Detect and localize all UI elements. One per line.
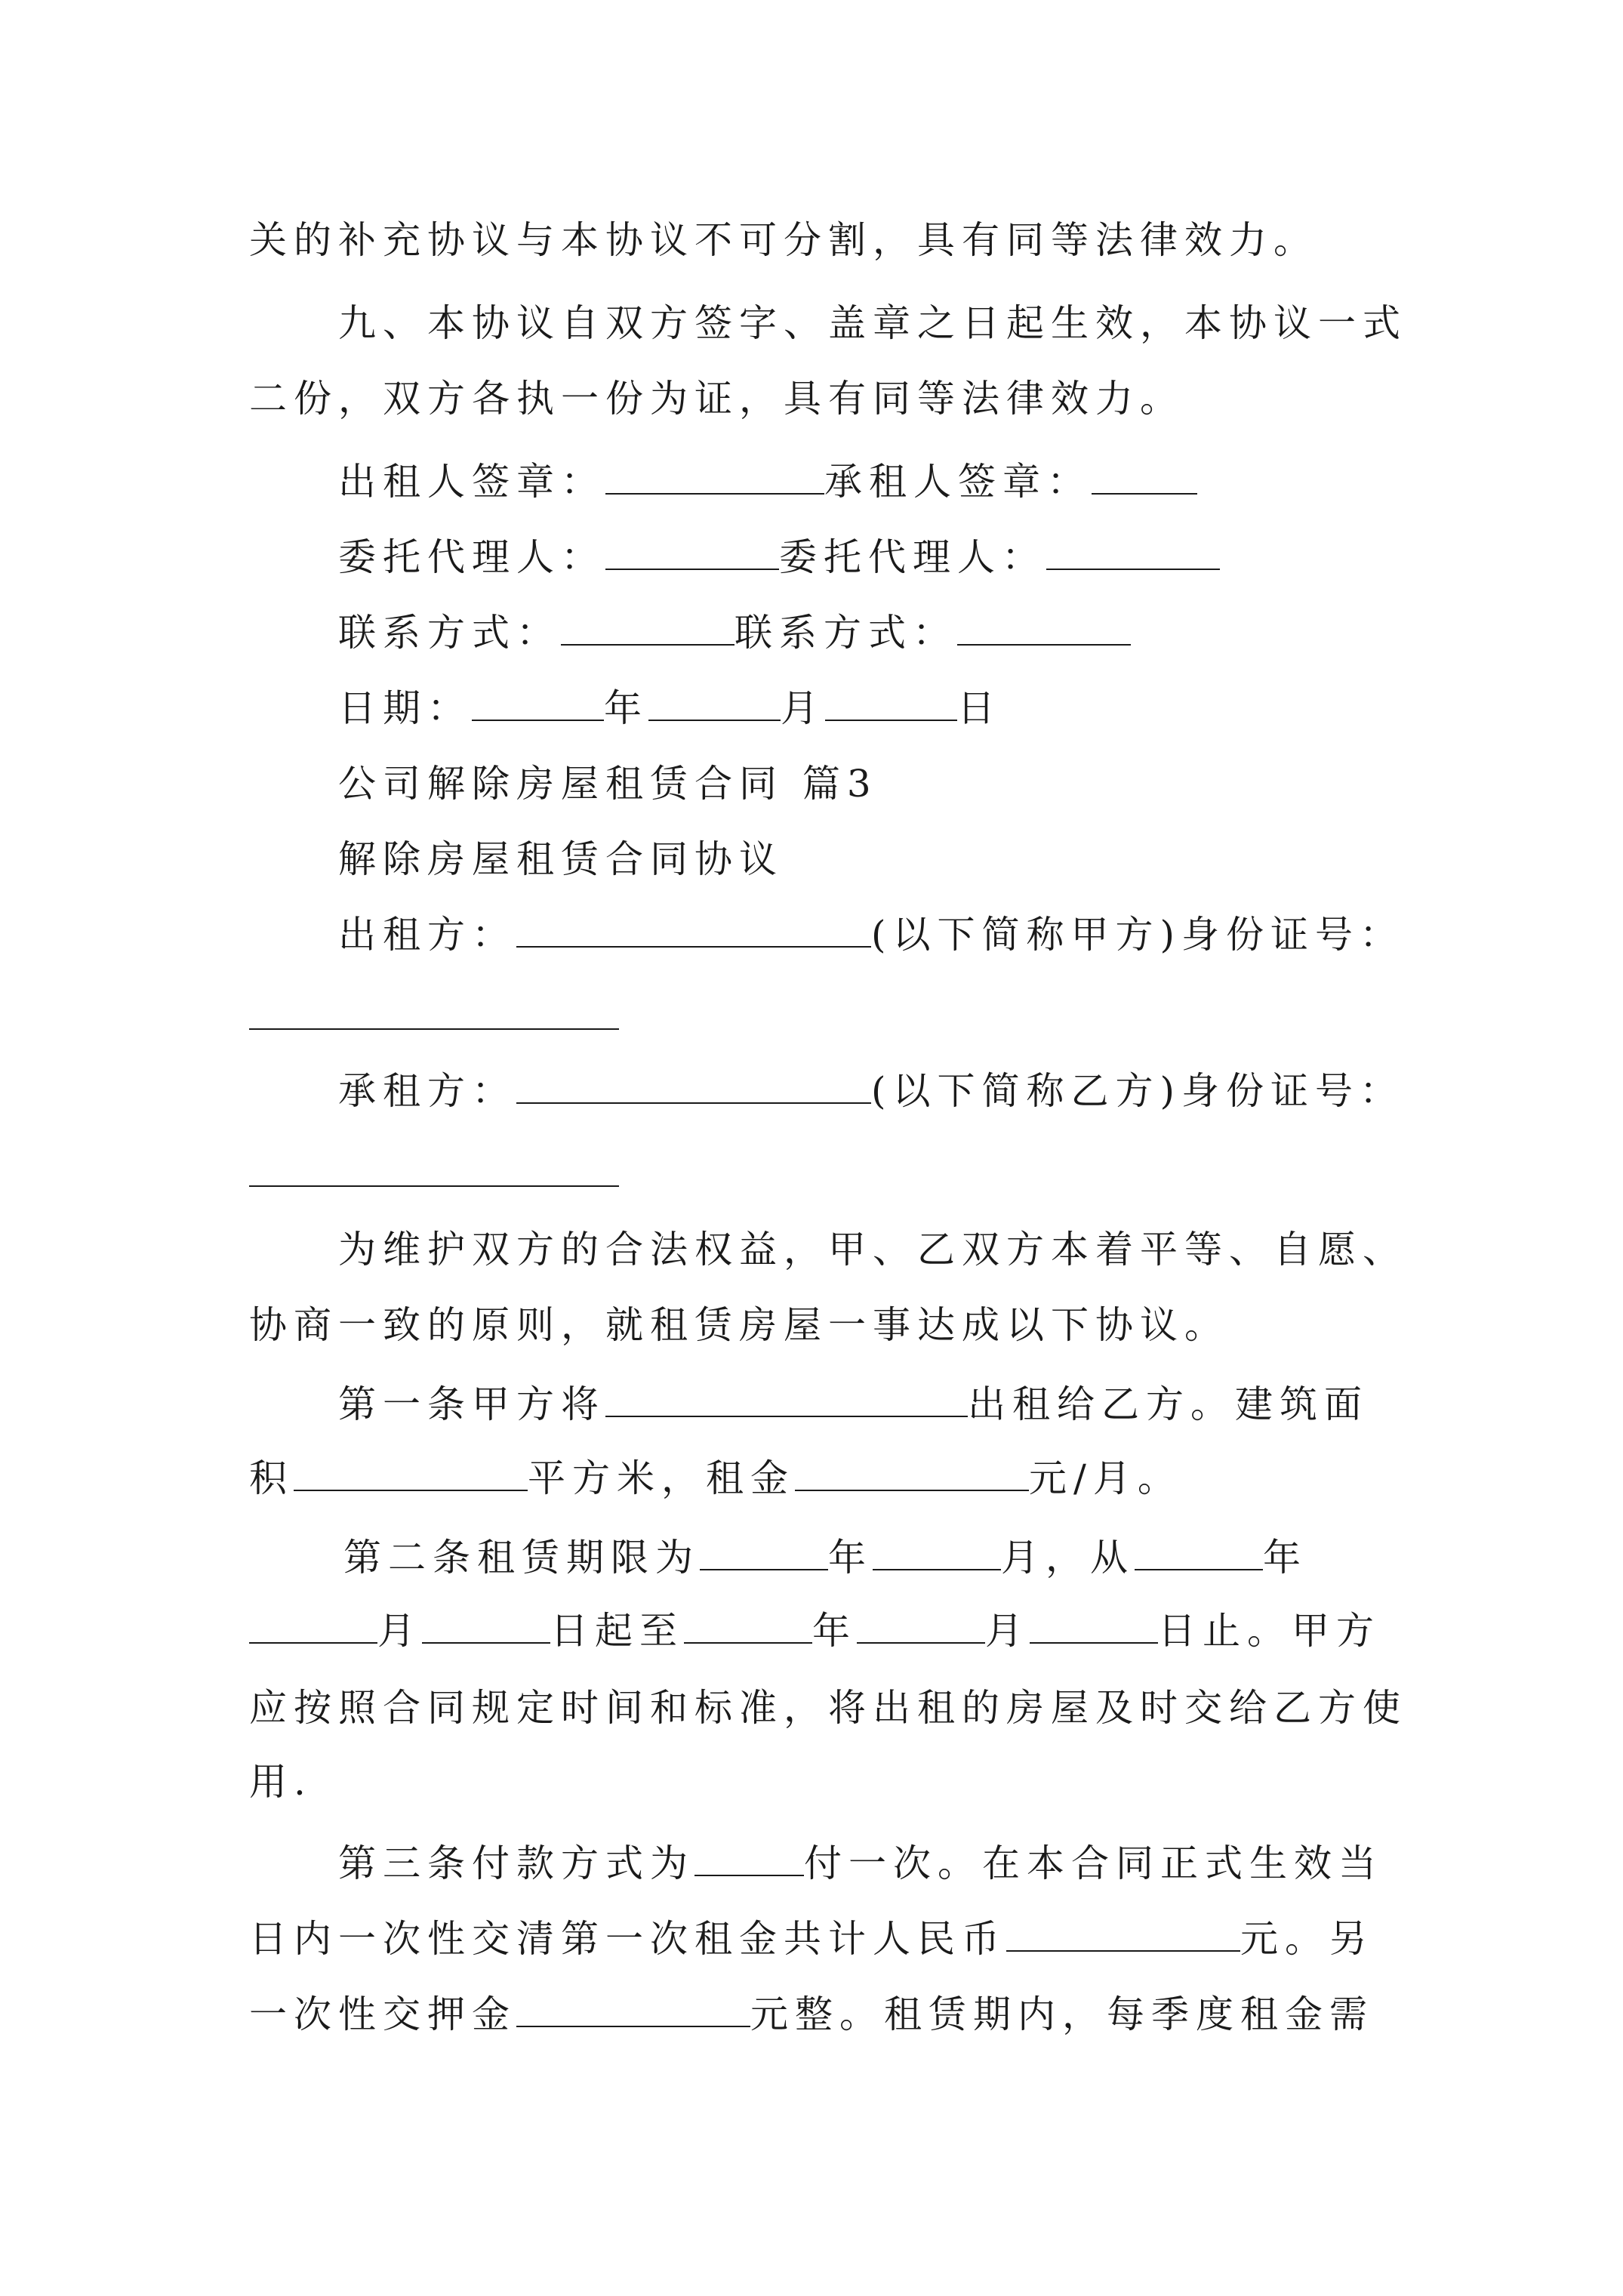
blank-field bbox=[561, 597, 735, 646]
blank-field bbox=[873, 1522, 1001, 1570]
contact-row: 联系方式： 联系方式： bbox=[338, 595, 1425, 670]
blank-field bbox=[1092, 446, 1197, 495]
article-two-line-1: 第二条租赁期限为 年 月，从 年 bbox=[343, 1520, 1431, 1595]
preamble-line-2: 协商一致的原则，就租赁房屋一事达成以下协议。 bbox=[249, 1303, 1229, 1347]
section-heading: 公司解除房屋租赁合同 篇3 bbox=[338, 762, 878, 806]
blank-field bbox=[516, 899, 871, 948]
article-three-line-2: 日内一次性交清第一次租金共计人民币 元。另 bbox=[249, 1901, 1412, 1977]
article-one-line-1: 第一条甲方将 出租给乙方。建筑面 bbox=[338, 1367, 1425, 1442]
paragraph-line: 关的补充协议与本协议不可分割，具有同等法律效力。 bbox=[249, 218, 1318, 262]
blank-field bbox=[249, 1028, 619, 1030]
document-title: 解除房屋租赁合同协议 bbox=[338, 837, 784, 881]
blank-field bbox=[1030, 1595, 1158, 1644]
blank-field bbox=[684, 1595, 812, 1644]
blank-field bbox=[294, 1443, 528, 1491]
date-row: 日期： 年 月 日 bbox=[338, 670, 1425, 746]
lessee-row: 承租方： (以下简称乙方)身份证号： bbox=[338, 1053, 1425, 1129]
blank-field bbox=[700, 1522, 828, 1570]
article-two-line-3: 应按照合同规定时间和标准，将出租的房屋及时交给乙方使 bbox=[249, 1686, 1407, 1730]
blank-field bbox=[857, 1595, 985, 1644]
blank-field bbox=[422, 1595, 550, 1644]
blank-field bbox=[516, 1979, 750, 2027]
blank-field bbox=[694, 1828, 804, 1876]
agent-row: 委托代理人： 委托代理人： bbox=[338, 519, 1425, 595]
blank-field bbox=[516, 1056, 871, 1104]
blank-field bbox=[249, 1595, 377, 1644]
article-two-line-4: 用. bbox=[249, 1760, 313, 1804]
blank-field bbox=[1046, 522, 1220, 570]
blank-field bbox=[1135, 1522, 1263, 1570]
blank-field bbox=[825, 673, 957, 721]
lessor-row: 出租方： (以下简称甲方)身份证号： bbox=[338, 897, 1425, 972]
preamble-line-1: 为维护双方的合法权益，甲、乙双方本着平等、自愿、 bbox=[338, 1228, 1407, 1271]
blank-field bbox=[472, 673, 604, 721]
blank-field bbox=[605, 522, 779, 570]
clause-nine-line-2: 二份，双方各执一份为证，具有同等法律效力。 bbox=[249, 377, 1184, 421]
signature-row: 出租人签章： 承租人签章： bbox=[338, 444, 1425, 519]
blank-field bbox=[957, 597, 1131, 646]
article-one-line-2: 积 平方米，租金 元/月。 bbox=[249, 1441, 1412, 1516]
blank-field bbox=[795, 1443, 1029, 1491]
blank-field bbox=[249, 1185, 619, 1187]
blank-field bbox=[648, 673, 781, 721]
blank-field bbox=[1006, 1903, 1240, 1952]
clause-nine-line-1: 九、本协议自双方签字、盖章之日起生效，本协议一式 bbox=[338, 301, 1407, 345]
article-two-line-2: 月 日起至 年 月 日止。甲方 bbox=[249, 1593, 1412, 1669]
article-three-line-1: 第三条付款方式为 付一次。在本合同正式生效当 bbox=[338, 1826, 1425, 1901]
blank-field bbox=[605, 446, 824, 495]
blank-field bbox=[605, 1369, 968, 1417]
article-three-line-3: 一次性交押金 元整。租赁期内，每季度租金需 bbox=[249, 1977, 1412, 2052]
